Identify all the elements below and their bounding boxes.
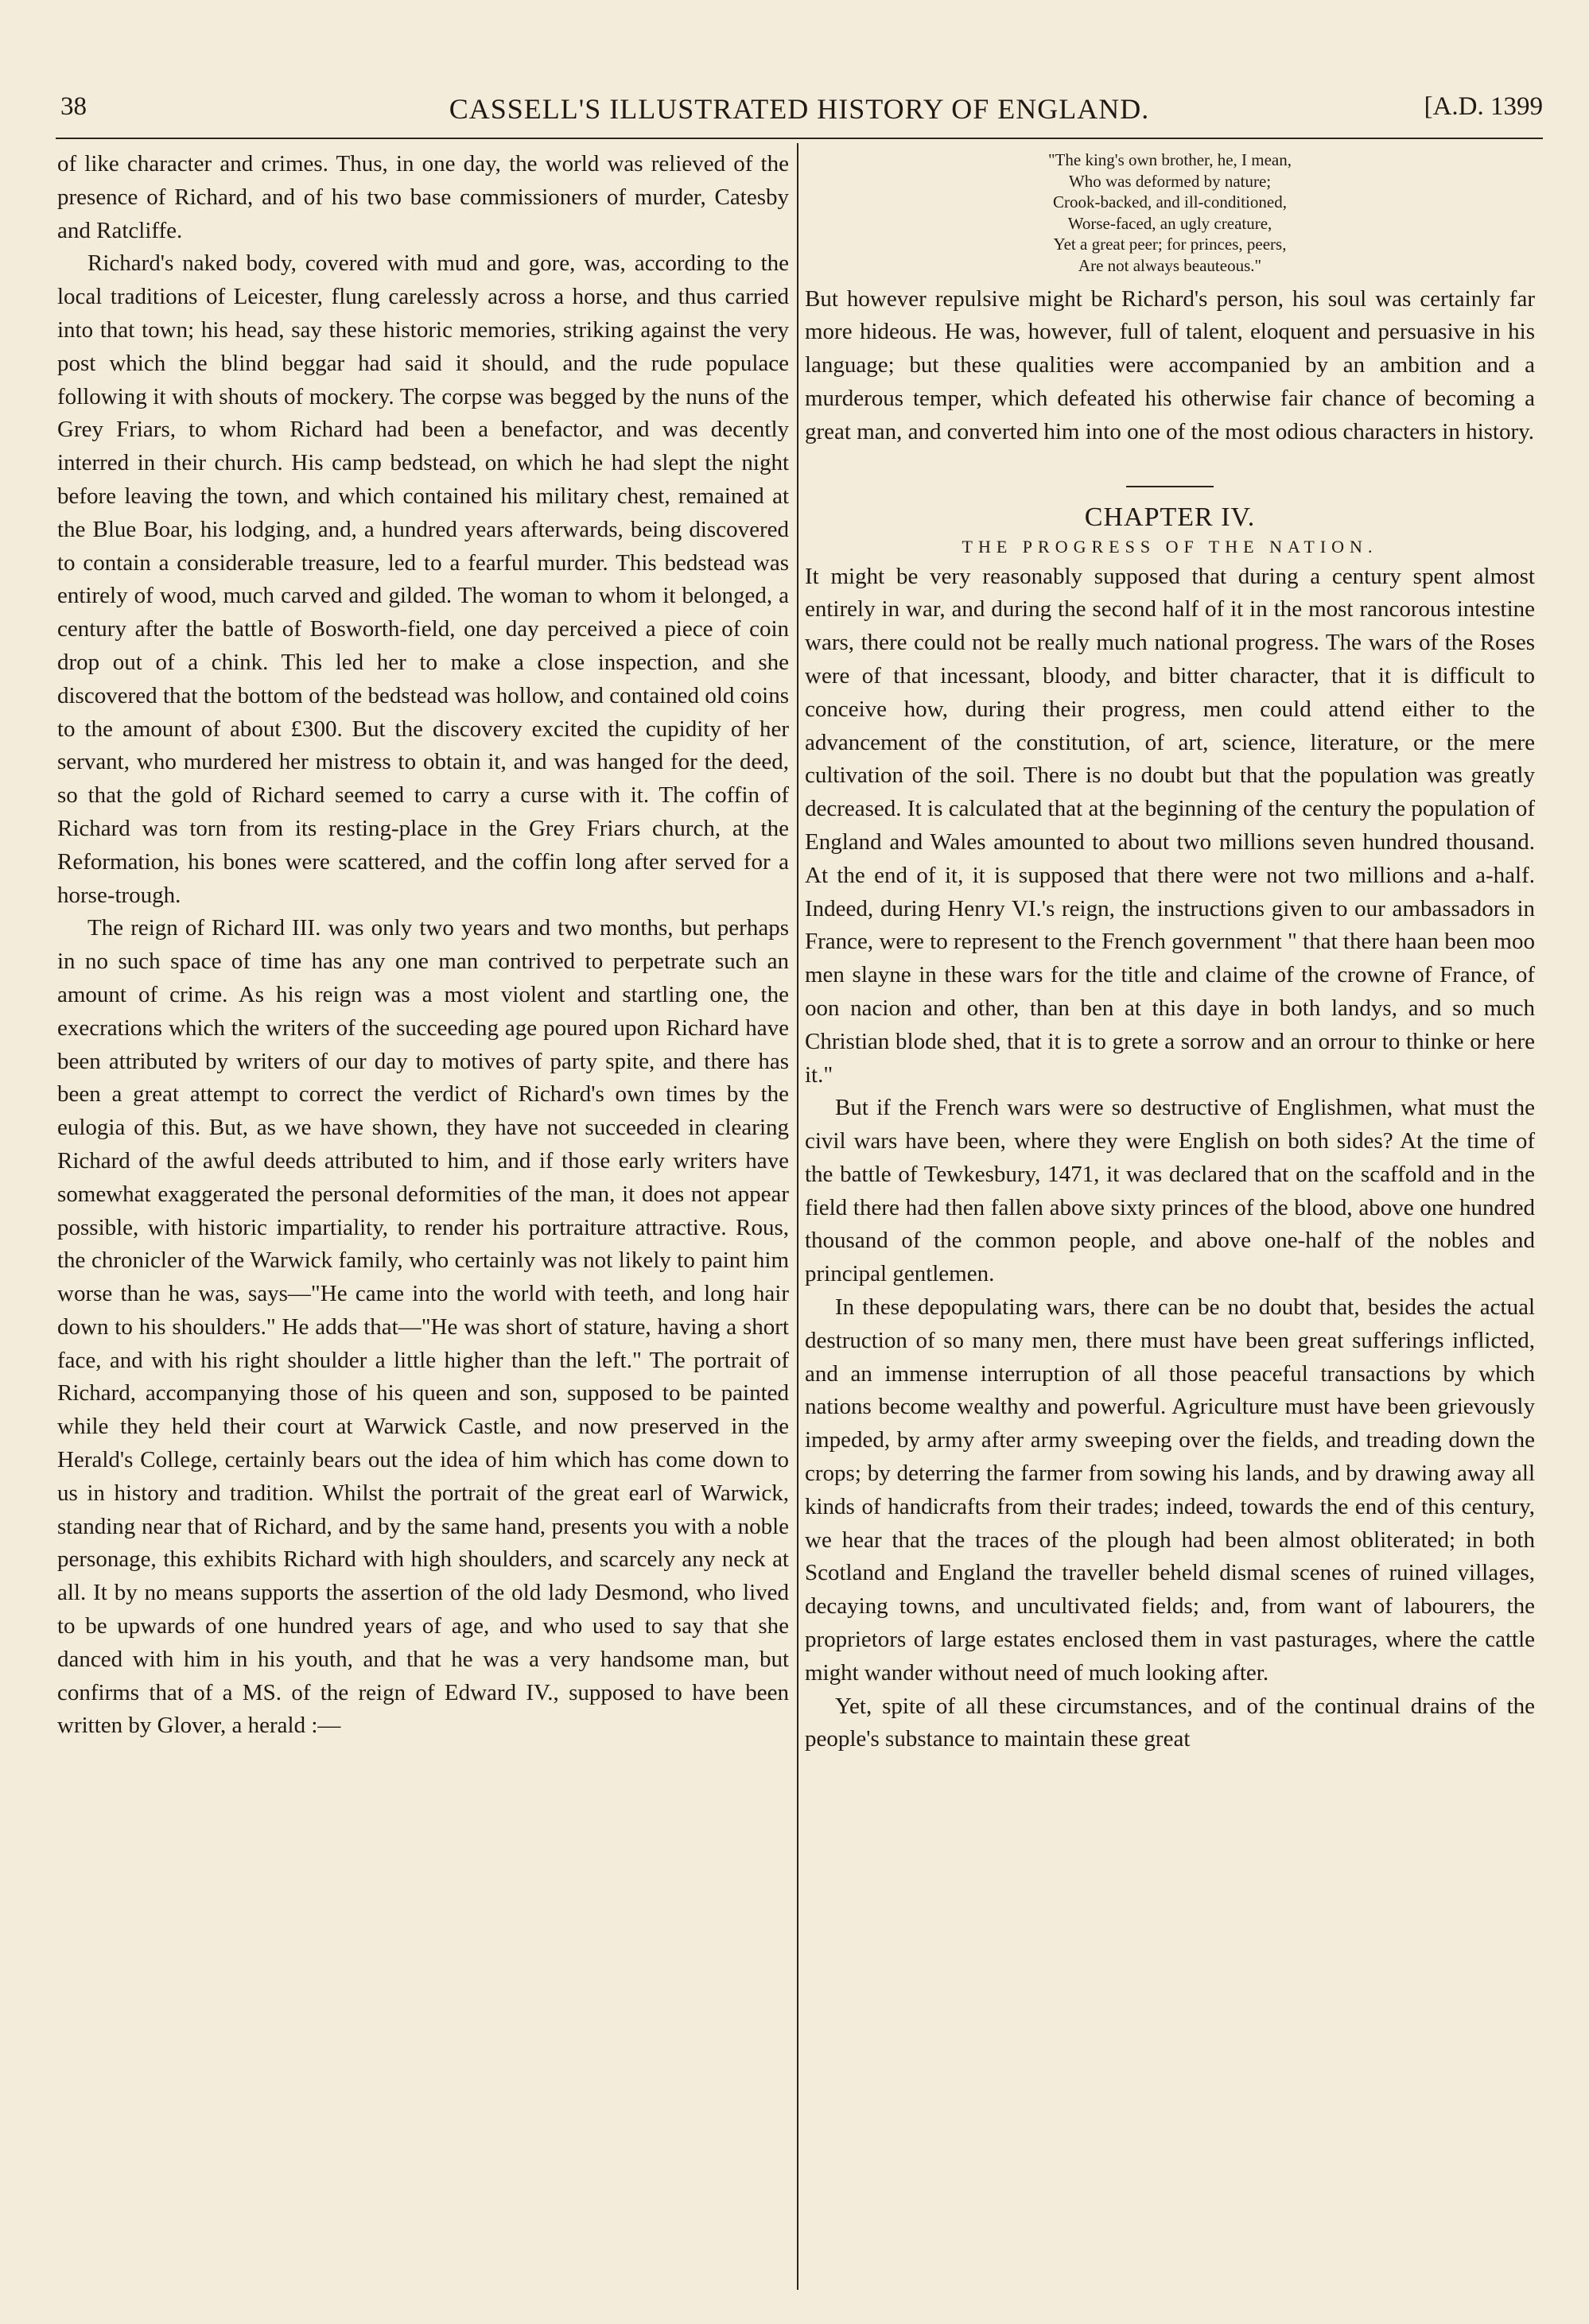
running-title: CASSELL'S ILLUSTRATED HISTORY OF ENGLAND. [449, 93, 1150, 125]
header-rule [56, 138, 1543, 139]
verse-line: Are not always beauteous." [1078, 255, 1262, 275]
verse-line: "The king's own brother, he, I mean, [1047, 150, 1292, 169]
right-column [805, 148, 1535, 1756]
paragraph: In these depopulating wars, there can be no doubt that, besides the actual destruction of so many men, there must have been great sufferings inflicted, and an immense interruption of all those peaceful transactions by which nations become wealthy and powerful. Agriculture must have been grievously impeded, by army after army sweeping over the fields, and treading down the crops; by deterring the farmer from sowing his lands, and by drawing away all kinds of handicrafts from their trades; indeed, towards the end of this century, we hear that the traces of the plough had been almost obliterated; in both Scotland and England the traveller beheld dismal scenes of ruined villages, decaying towns, and uncultivated fields; and, from want of labourers, the proprietors of large estates enclosed them in vast pasturages, where the cattle might wander without need of much looking after. [805, 1294, 1535, 1686]
verse-line: Crook-backed, and ill-conditioned, [1053, 192, 1287, 212]
paragraph: The reign of Richard III. was only two years and two months, but perhaps in no such space of time has any one man contrived to perpetrate such an amount of crime. As his reign was a most violent and startling one, the execrations which the writers of the succeeding age poured upon Richard have been attributed by writers of our day to motives of party spite, and there has been a great attempt to correct the verdict of Richard's own times by the eulogia of this. But, as we have shown, they have not succeeded in clearing Richard of the awful deeds attributed to him, and if those early writers have somewhat exaggerated the personal deformities of the man, it does not appear possible, with historic impartiality, to render his portraiture attractive. Rous, the chronicler of the Warwick family, who certainly was not likely to paint him worse than he was, says—"He came into the world with teeth, and long hair down to his shoulders." He adds that—"He was short of stature, having a short face, and with his right shoulder a little higher than the left." The portrait of Richard, accompanying those of his queen and son, supposed to be painted while they held their court at Warwick Castle, and now preserved in the Herald's College, certainly bears out the idea of him which has come down to us in history and tradition. Whilst the portrait of the great earl of Warwick, standing near that of Richard, and by the same hand, presents you with a noble personage, this exhibits Richard with high shoulders, and scarcely any neck at all. It by no means supports the assertion of the old lady Desmond, who lived to be upwards of one hundred years of age, and who used to say that she danced with him in his youth, and that he was a very handsome man, but confirms that of a MS. of the reign of Edward IV., supposed to have been written by Glover, a herald :— [57, 915, 789, 1739]
paragraph: Richard's naked body, covered with mud and gore, was, according to the local traditions of Leicester, flung carelessly across a horse, and thus carried into that town; his head, say these historic memories, striking against the very post which the blind beggar had said it should, and the rude populace following it with shouts of mockery. The corpse was begged by the nuns of the Grey Friars, to whom Richard had been a benefactor, and was decently interred in their church. His camp bedstead, on which he had slept the night before leaving the town, and which contained his military chest, remained at the Blue Boar, his lodging, and, a hundred years afterwards, being discovered to contain a considerable treasure, led to a fearful murder. This bedstead was entirely of wood, much carved and gilded. The woman to whom it belonged, a century after the battle of Bosworth-field, one day perceived a piece of coin drop out of a chink. This led her to make a close inspection, and she discovered that the bottom of the bedstead was hollow, and contained old coins to the amount of about £300. But the discovery excited the cupidity of her servant, who murdered her mistress to obtain it, and was hanged for the deed, so that the gold of Richard seemed to carry a curse with it. The coffin of Richard was torn from its resting-place in the Grey Friars church, at the Reformation, his bones were scattered, and the coffin long after served for a horse-trough. [57, 250, 789, 908]
chapter-subtitle: THE PROGRESS OF THE NATION. [962, 536, 1378, 557]
date-marker: [A.D. 1399 [1424, 92, 1543, 121]
left-column [57, 148, 789, 1743]
verse-line: Who was deformed by nature; [1068, 171, 1272, 191]
page-number: 38 [60, 92, 87, 121]
verse-line: Yet a great peer; for princes, peers, [1053, 235, 1287, 254]
paragraph: It might be very reasonably supposed that during a century spent almost entirely in war, and during the second half of it in the most rancorous intestine wars, there could not be really much national progress. The wars of the Roses were of that incessant, bloody, and bitter character, that it is difficult to conceive how, during their progress, men could attend either to the advancement of the constitution, of art, science, literature, or the mere cultivation of the soil. There is no doubt but that the population was greatly decreased. It is calculated that at the beginning of the century the population of England and Wales amounted to about two millions seven hundred thousand. At the end of it, it is supposed that there were not two millions and a-half. Indeed, during Henry VI.'s reign, the instructions given to our ambassadors in France, were to represent to the French government " that there haan been moo men slayne in these wars for the title and claime of the crowne of France, of oon nacion and other, than ben at this daye in both landys, and so much Christian blode shed, that it is to grete a sorrow and an orrour to thinke or here it." [805, 563, 1535, 1088]
section-rule [1126, 486, 1214, 487]
page-header [56, 89, 1543, 134]
verse-quote [805, 148, 1535, 277]
column-divider [797, 143, 798, 2290]
paragraph: But however repulsive might be Richard's person, his soul was certainly far more hideous. He was, however, full of talent, eloquent and persuasive in his language; but these qualities were accompanied by an ambition and a murderous temper, which defeated his otherwise fair chance of becoming a great man, and converted him into one of the most odious characters in history. [805, 285, 1535, 444]
paragraph: But if the French wars were so destructive of Englishmen, what must the civil wars have been, where they were English on both sides? At the time of the battle of Tewkesbury, 1471, it was declared that on the scaffold and in the field there had then fallen above sixty princes of the blood, above one hundred thousand of the common people, and above one-half of the nobles and principal gentlemen. [805, 1095, 1535, 1287]
verse-line: Worse-faced, an ugly creature, [1067, 213, 1272, 233]
paragraph: of like character and crimes. Thus, in one day, the world was relieved of the presence of Richard, and of his two base commissioners of murder, Catesby and Ratcliffe. [57, 151, 789, 243]
chapter-title: CHAPTER IV. [1084, 502, 1256, 532]
paragraph: Yet, spite of all these circumstances, and of the continual drains of the people's substance to maintain these great [805, 1693, 1535, 1752]
